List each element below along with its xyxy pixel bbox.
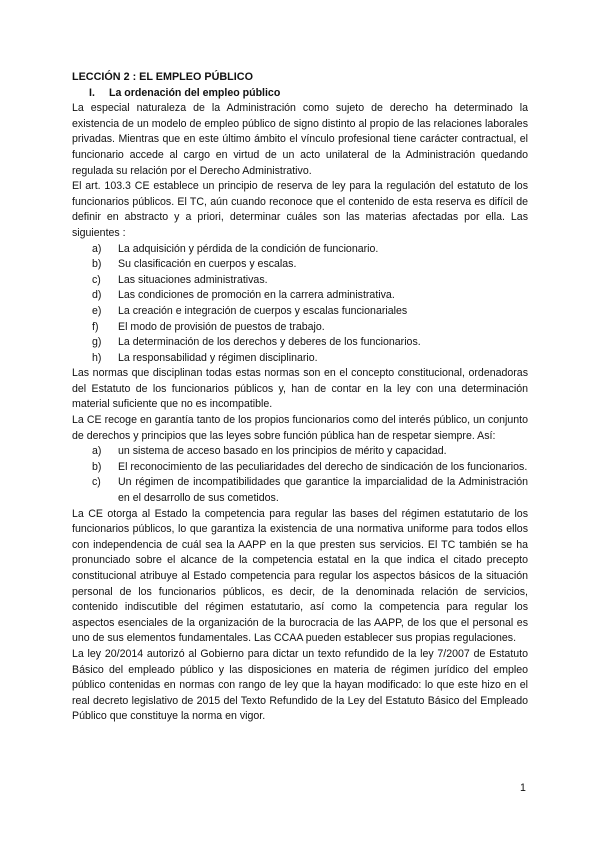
list-item <box>72 242 528 258</box>
document-page <box>72 70 528 725</box>
list-item <box>72 444 528 460</box>
list-text: Su clasificación en cuerpos y escalas. <box>118 258 297 271</box>
list-item <box>72 351 528 367</box>
list-label: a) <box>92 445 102 458</box>
list-label: h) <box>92 351 102 364</box>
list-label: g) <box>92 336 102 349</box>
list-text: La responsabilidad y régimen disciplinario. <box>118 351 318 364</box>
list-text: Las situaciones administrativas. <box>118 273 268 286</box>
list-item <box>72 320 528 336</box>
list-text: un sistema de acceso basado en los principios de mérito y capacidad. <box>118 445 447 458</box>
list-label: d) <box>92 289 102 302</box>
list-item <box>72 475 528 506</box>
list-text: El modo de provisión de puestos de trabajo. <box>118 320 325 333</box>
paragraph: El art. 103.3 CE establece un principio de reserva de ley para la regulación del estatuto de los funcionarios públicos. El TC, aún cuando reconoce que el contenido de esta reserva es difícil de definir en abstracto y a priori, determinar cuáles son las materias afectadas por ella. Las siguientes : <box>72 180 528 239</box>
list-item <box>72 257 528 273</box>
reserva-ley-list <box>72 242 528 367</box>
list-item <box>72 460 528 476</box>
list-text: La determinación de los derechos y deberes de los funcionarios. <box>118 336 421 349</box>
list-item <box>72 304 528 320</box>
list-item <box>72 273 528 289</box>
list-text: La creación e integración de cuerpos y escalas funcionariales <box>118 304 408 317</box>
list-label: a) <box>92 242 102 255</box>
list-label: f) <box>92 320 99 333</box>
list-text: La adquisición y pérdida de la condición de funcionario. <box>118 242 379 255</box>
section-number: I. <box>89 86 95 99</box>
list-label: c) <box>92 476 101 489</box>
paragraph: Las normas que disciplinan todas estas normas son en el concepto constitucional, ordenadoras del Estatuto de los funcionarios públicos y, han de contar en la ley con una determinación material suficiente que no es incompatible. <box>72 367 528 411</box>
garantias-list <box>72 444 528 506</box>
list-label: b) <box>92 258 102 271</box>
list-item <box>72 288 528 304</box>
list-item <box>72 335 528 351</box>
paragraph: La CE recoge en garantía tanto de los propios funcionarios como del interés público, un conjunto de derechos y principios que las leyes sobre función pública han de respetar siempre. Así: <box>72 414 528 442</box>
paragraph: La CE otorga al Estado la competencia para regular las bases del régimen estatutario de los funcionarios públicos, lo que garantiza la existencia de una normativa uniforme para todos ellos con independencia de cuál sea la AAPP en la que presten sus servicios. El TC también se ha pronunciado sobre el alcance de la competencia estatal en la que indica el citado precepto constitucional atribuye al Estado competencia para regular los aspectos básicos de la situación personal de los funcionarios públicos, es decir, de la denominada relación de servicios, contenido indiscutible del régimen estatutario, así como la competencia para regular los aspectos esenciales de la organización de la burocracia de las AAPP, de los que el personal es uno de sus elementos fundamentales. Las CCAA pueden establecer sus propias regulaciones. <box>72 507 528 645</box>
page-number: 1 <box>520 782 526 794</box>
list-label: c) <box>92 273 101 286</box>
section-title: La ordenación del empleo público <box>109 86 281 99</box>
list-label: e) <box>92 304 102 317</box>
list-text: El reconocimiento de las peculiaridades del derecho de sindicación de los funcionarios. <box>118 460 528 473</box>
lesson-title: LECCIÓN 2 : EL EMPLEO PÚBLICO <box>72 71 253 83</box>
section-heading <box>89 86 528 102</box>
list-label: b) <box>92 460 102 473</box>
paragraph: La ley 20/2014 autorizó al Gobierno para dictar un texto refundido de la ley 7/2007 de Estatuto Básico del empleado público y las disposiciones en materia de régimen jurídico del empleo público contenidas en normas con rango de ley que la hayan modificado: lo que este hizo en el real decreto legislativo de 2015 del Texto Refundido de la Ley del Estatuto Básico del Empleado Público que constituye la norma en vigor. <box>72 647 528 723</box>
list-text: Las condiciones de promoción en la carrera administrativa. <box>118 289 395 302</box>
list-text: Un régimen de incompatibilidades que garantice la imparcialidad de la Administración en el desarrollo de sus cometidos. <box>118 476 528 505</box>
paragraph: La especial naturaleza de la Administración como sujeto de derecho ha determinado la existencia de un modelo de empleo público de signo distinto al propio de las relaciones laborales privadas. Mientras que en este último ámbito el vínculo profesional tiene carácter contractual, el funcionario accede al cargo en virtud de un acto unilateral de la Administración quedando regulada su relación por el Derecho Administrativo. <box>72 102 528 177</box>
